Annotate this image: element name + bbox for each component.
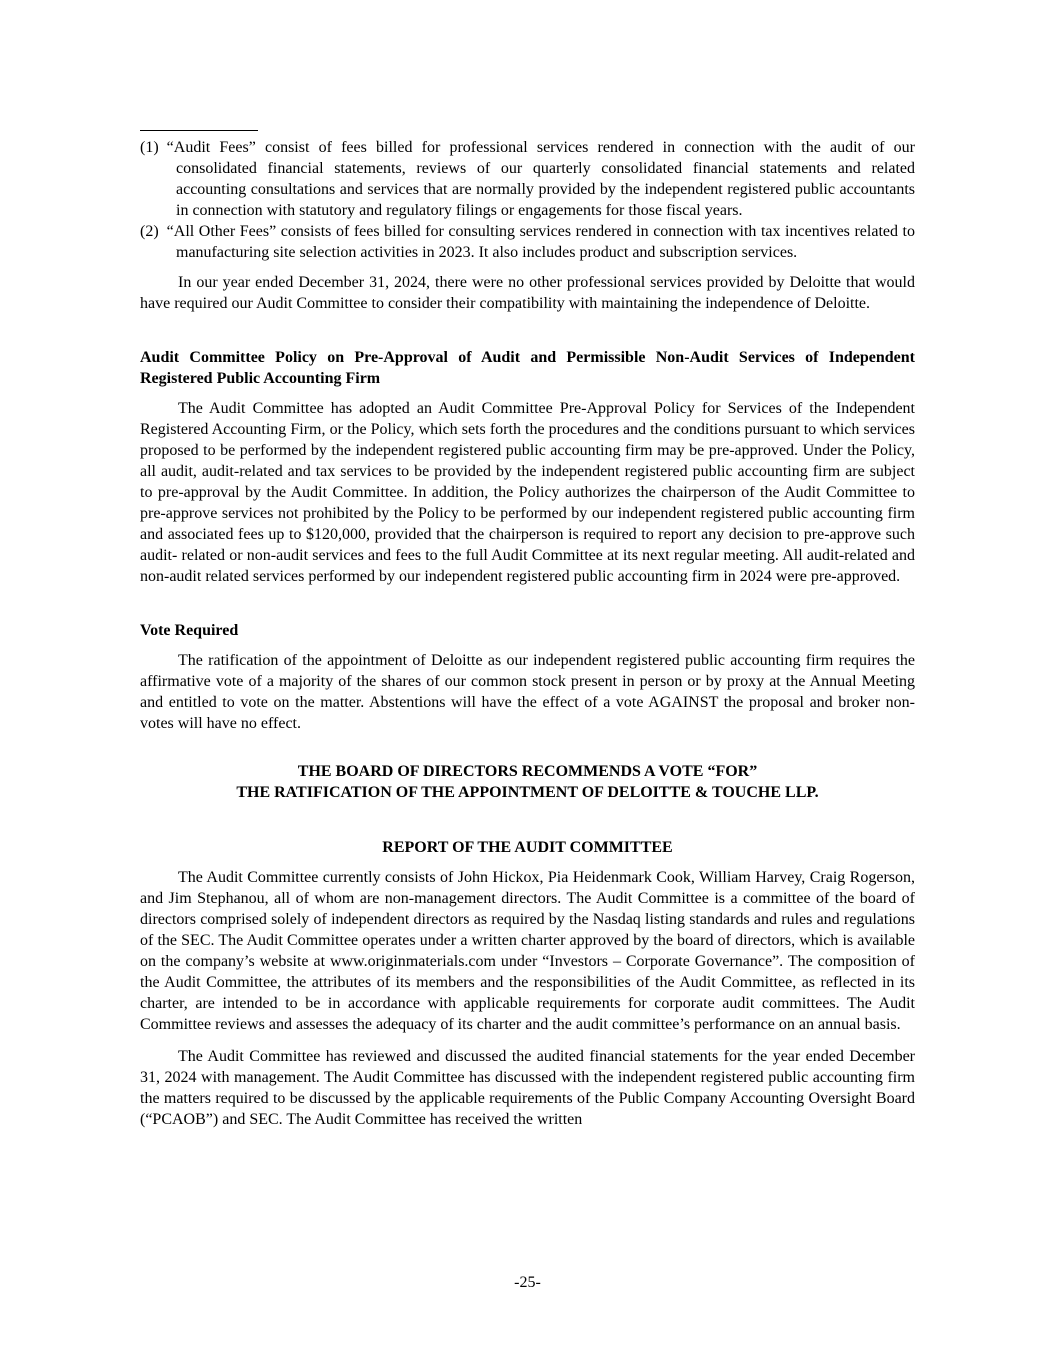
page-number: -25- — [514, 1274, 541, 1291]
footnote-marker: (1) — [140, 139, 159, 156]
paragraph-audit-committee-report-2: The Audit Committee has reviewed and discussed the audited financial statements for the year ended December 31, 2024 with management. The Audit Committee has discussed with the independent registered public accounting firm the matters required to be discussed by the applicable requirements of the Public Company Accounting Oversight Board (“PCAOB”) and SEC. The Audit Committee has received the written — [140, 1048, 915, 1128]
footnote-item — [140, 221, 915, 263]
section-heading-vote-required: Vote Required — [140, 622, 239, 639]
section-heading-audit-committee-report: REPORT OF THE AUDIT COMMITTEE — [382, 839, 673, 856]
paragraph-no-other-services: In our year ended December 31, 2024, there were no other professional services provided by Deloitte that would have required our Audit Committee to consider their compatibility with maintaining the independence of Deloitte. — [140, 274, 915, 312]
paragraph-audit-committee-report-1: The Audit Committee currently consists of John Hickox, Pia Heidenmark Cook, William Harvey, Craig Rogerson, and Jim Stephanou, all of whom are non-management directors. The Audit Committee is a committee of the board of directors comprised solely of independent directors as required by the Nasdaq listing standards and rules and regulations of the SEC. The Audit Committee operates under a written charter approved by the board of directors, which is available on the company’s website at www.originmaterials.com under “Investors – Corporate Governance”. The composition of the Audit Committee, the attributes of its members and the responsibilities of the Audit Committee, as reflected in its charter, are intended to be in accordance with applicable requirements for corporate audit committees. The Audit Committee reviews and assesses the adequacy of its charter and the audit committee’s performance on an annual basis. — [140, 869, 915, 1033]
footnote-text: “All Other Fees” consists of fees billed for consulting services rendered in connection with tax incentives related to manufacturing site selection activities in 2023. It also includes product and subscription services. — [166, 223, 915, 261]
footnote-separator-rule — [140, 130, 258, 131]
paragraph-vote-required: The ratification of the appointment of Deloitte as our independent registered public accounting firm requires the affirmative vote of a majority of the shares of our common stock present in person or by proxy at the Annual Meeting and entitled to vote on the matter. Abstentions will have the effect of a vote AGAINST the proposal and broker non-votes will have no effect. — [140, 652, 915, 732]
footnote-item — [140, 137, 915, 221]
footnote-marker: (2) — [140, 223, 159, 240]
recommendation-line-2: THE RATIFICATION OF THE APPOINTMENT OF DELOITTE & TOUCHE LLP. — [236, 784, 819, 801]
paragraph-preapproval-policy: The Audit Committee has adopted an Audit Committee Pre-Approval Policy for Services of the Independent Registered Accounting Firm, or the Policy, which sets forth the procedures and the conditions pursuant to which services proposed to be performed by the independent registered public accounting firm may be pre-approved. Under the Policy, all audit, audit-related and tax services to be provided by the independent registered public accounting firm are subject to pre-approval by the Audit Committee. In addition, the Policy authorizes the chairperson of the Audit Committee to pre-approve services not prohibited by the Policy to be performed by our independent registered public accounting firm and associated fees up to $120,000, provided that the chairperson is required to report any decision to pre-approve such audit- related or non-audit services and fees to the full Audit Committee at its next regular meeting. All audit-related and non-audit related services performed by our independent registered public accounting firm in 2024 were pre-approved. — [140, 400, 915, 585]
footnote-text: “Audit Fees” consist of fees billed for professional services rendered in connection with the audit of our consolidated financial statements, reviews of our quarterly consolidated financial statements and related accounting consultations and services that are normally provided by the independent registered public accountants in connection with statutory and regulatory filings or engagements for those fiscal years. — [166, 139, 915, 219]
recommendation-line-1: THE BOARD OF DIRECTORS RECOMMENDS A VOTE “FOR” — [297, 763, 758, 780]
board-recommendation-statement — [140, 761, 915, 803]
section-heading-preapproval-policy: Audit Committee Policy on Pre-Approval of Audit and Permissible Non-Audit Services of Independent Registered Public Accounting Firm — [140, 349, 915, 387]
